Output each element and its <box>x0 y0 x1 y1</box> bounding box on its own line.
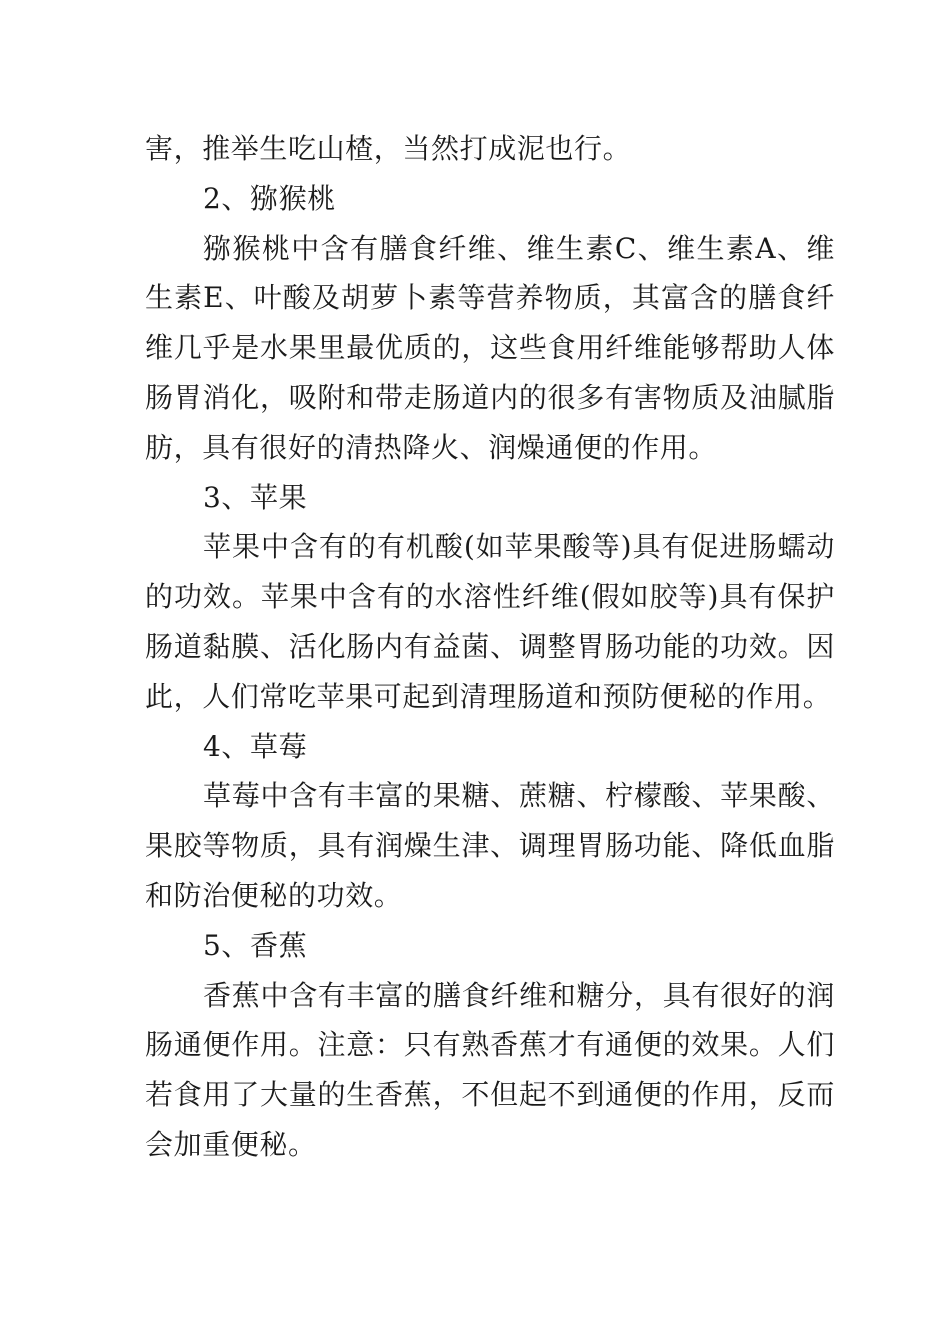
section-heading-banana: 5、香蕉 <box>203 928 308 962</box>
paragraph-kiwi: 猕猴桃中含有膳食纤维、维生素C、维生素A、维生素E、叶酸及胡萝卜素等营养物质，其富含的膳食纤维几乎是水果里最优质的，这些食用纤维能够帮助人体肠胃消化，吸附和带走肠道内的很多有害物质及油腻脂肪，具有很好的清热降火、润燥通便的作用。 <box>145 231 835 464</box>
paragraph-apple: 苹果中含有的有机酸(如苹果酸等)具有促进肠蠕动的功效。苹果中含有的水溶性纤维(假如胶等)具有保护肠道黏膜、活化肠内有益菌、调整胃肠功能的功效。因此，人们常吃苹果可起到清理肠道和预防便秘的作用。 <box>145 530 835 713</box>
paragraph-banana: 香蕉中含有丰富的膳食纤维和糖分，具有很好的润肠通便作用。注意：只有熟香蕉才有通便的效果。人们若食用了大量的生香蕉，不但起不到通便的作用，反而会加重便秘。 <box>145 978 835 1161</box>
section-heading-kiwi: 2、猕猴桃 <box>203 181 336 215</box>
paragraph-strawberry: 草莓中含有丰富的果糖、蔗糖、柠檬酸、苹果酸、果胶等物质，具有润燥生津、调理胃肠功能、降低血脂和防治便秘的功效。 <box>145 779 835 912</box>
document-body <box>145 124 835 1170</box>
section-heading-strawberry: 4、草莓 <box>203 729 308 763</box>
paragraph-continuation: 害，推举生吃山楂，当然打成泥也行。 <box>145 132 632 165</box>
section-heading-apple: 3、苹果 <box>203 480 308 514</box>
